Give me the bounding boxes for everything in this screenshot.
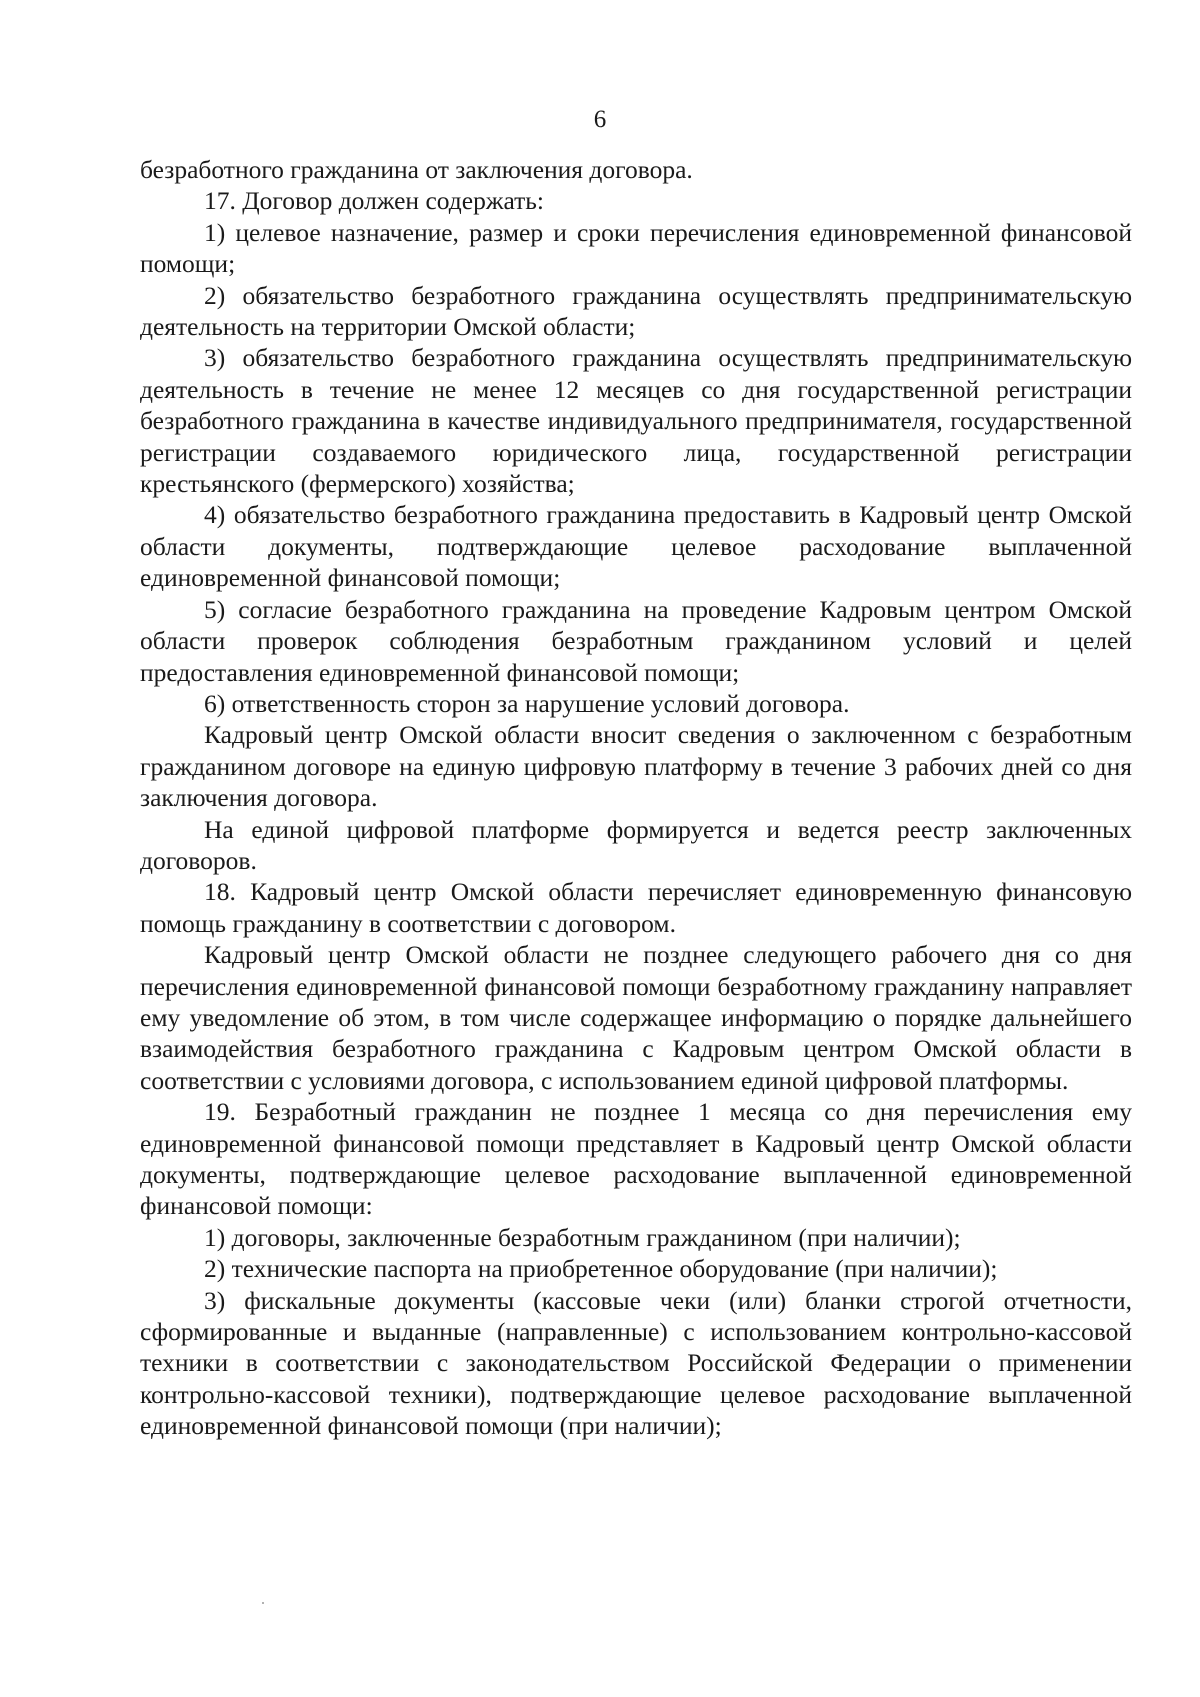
clause-17-item-5: 5) согласие безработного гражданина на проведение Кадровым центром Омской области проверок соблюдения безработным гражданином условий и целей предоставления единовременной финансовой помощи; xyxy=(140,594,1132,687)
document-body xyxy=(140,154,1132,1442)
clause-18: 18. Кадровый центр Омской области перечисляет единовременную финансовую помощь гражданину в соответствии с договором. xyxy=(140,877,1132,938)
clause-17-heading: 17. Договор должен содержать: xyxy=(204,186,544,216)
clause-17-item-3: 3) обязательство безработного гражданина осуществлять предпринимательскую деятельность в течение не менее 12 месяцев со дня государственной регистрации безработного гражданина в качестве индивидуального предпринимателя, государственной регистрации создаваемого юридического лица, государственной регистрации крестьянского (фермерского) хозяйства; xyxy=(140,343,1132,499)
clause-17-item-1: 1) целевое назначение, размер и сроки перечисления единовременной финансовой помощи; xyxy=(140,217,1132,279)
clause-18-notification: Кадровый центр Омской области не позднее следующего рабочего дня со дня перечисления единовременной финансовой помощи безработному гражданину направляет ему уведомление об этом, в том числе содержащее информацию о порядке дальнейшего взаимодействия безработного гражданина с Кадровым центром Омской области в соответствии с условиями договора, с использованием единой цифровой платформы. xyxy=(140,940,1132,1095)
clause-19-item-1: 1) договоры, заключенные безработным гражданином (при наличии); xyxy=(204,1222,961,1252)
scan-speck xyxy=(262,1602,264,1604)
clause-17-item-2: 2) обязательство безработного гражданина осуществлять предпринимательскую деятельность на территории Омской области; xyxy=(140,280,1132,342)
clause-17-item-6: 6) ответственность сторон за нарушение условий договора. xyxy=(204,688,850,718)
clause-17-registry: На единой цифровой платформе формируется и ведется реестр заключенных договоров. xyxy=(140,814,1132,875)
clause-19-item-2: 2) технические паспорта на приобретенное оборудование (при наличии); xyxy=(204,1254,998,1284)
clause-17-platform-entry: Кадровый центр Омской области вносит сведения о заключенном с безработным гражданином договоре на единую цифровую платформу в течение 3 рабочих дней со дня заключения договора. xyxy=(140,720,1132,813)
clause-17-item-4: 4) обязательство безработного гражданина предоставить в Кадровый центр Омской области документы, подтверждающие целевое расходование выплаченной единовременной финансовой помощи; xyxy=(140,500,1132,593)
clause-19-item-3: 3) фискальные документы (кассовые чеки (или) бланки строгой отчетности, сформированные и выданные (направленные) с использованием контрольно-кассовой техники в соответствии с законодательством Российской Федерации о применении контрольно-кассовой техники), подтверждающие целевое расходование выплаченной единовременной финансовой помощи (при наличии); xyxy=(140,1285,1132,1441)
paragraph-continuation: безработного гражданина от заключения договора. xyxy=(140,155,693,184)
clause-19: 19. Безработный гражданин не позднее 1 месяца со дня перечисления ему единовременной финансовой помощи представляет в Кадровый центр Омской области документы, подтверждающие целевое расходование выплаченной единовременной финансовой помощи: xyxy=(140,1097,1132,1221)
page-number: 6 xyxy=(593,106,607,133)
